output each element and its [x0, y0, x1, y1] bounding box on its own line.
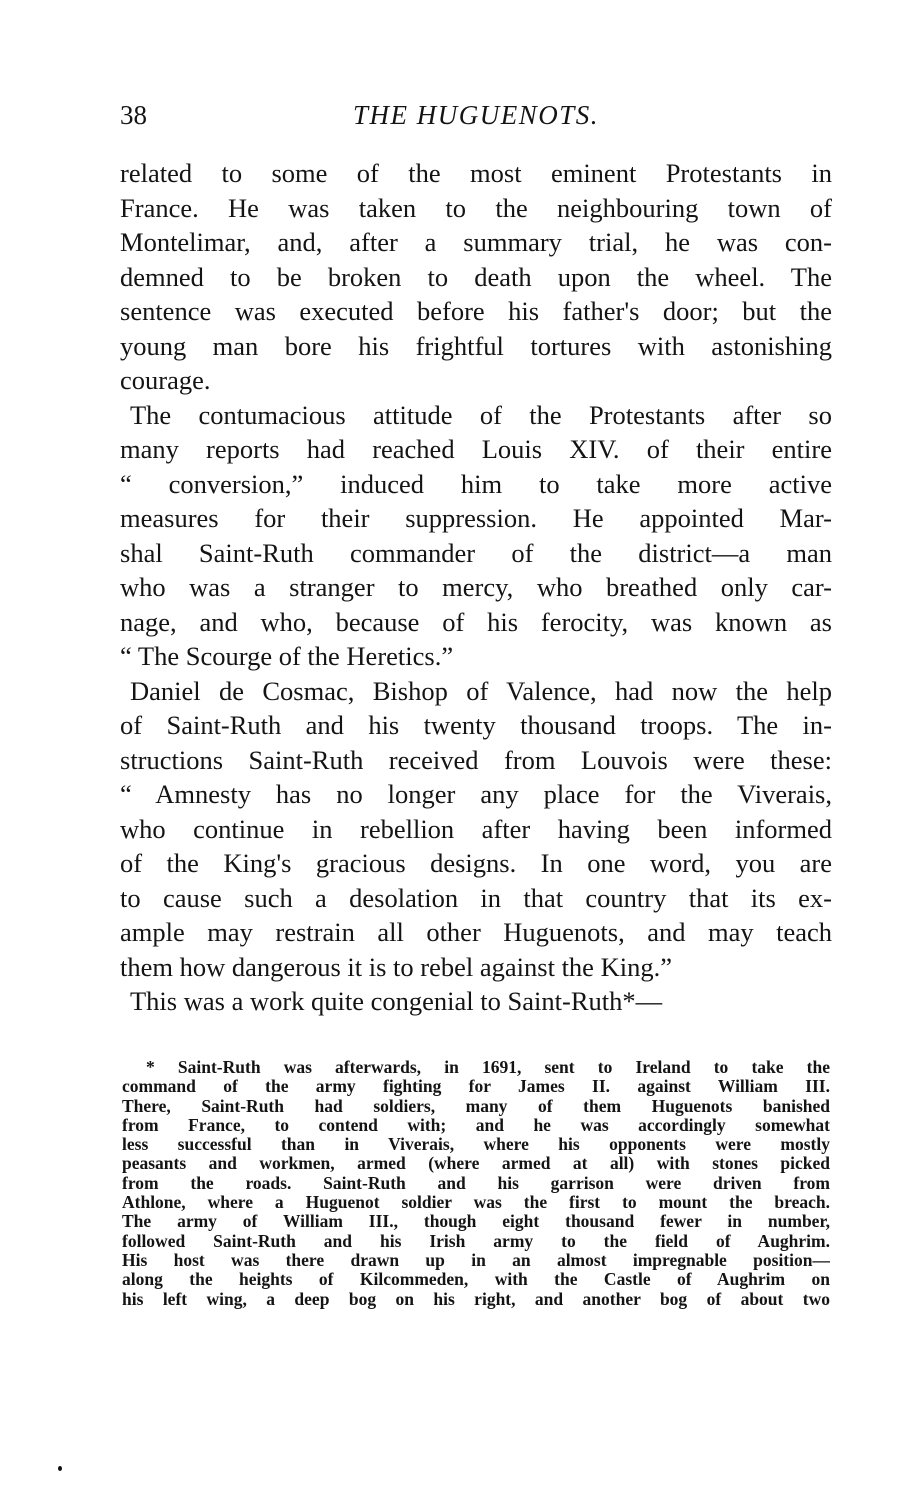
- body-line: Montelimar, and, after a summary trial, he was con-: [120, 227, 832, 257]
- body-line: France. He was taken to the neighbouring town of: [120, 192, 832, 223]
- body-line: who was a stranger to mercy, who breathed only car-: [120, 572, 832, 602]
- body-line: ample may restrain all other Huguenots, and may teach: [120, 917, 832, 947]
- footnote-line: from France, to contend with; and he was accordingly somewhat: [122, 1115, 830, 1135]
- footnote-line: His host was there drawn up in an almost impregnable position—: [122, 1250, 830, 1270]
- page-number: 38: [120, 100, 147, 130]
- footnote-line: less successful than in Viverais, where his opponents were mostly: [122, 1135, 830, 1155]
- footnote-line: his left wing, a deep bog on his right, and another bog of about two: [122, 1289, 830, 1309]
- ink-speck: [58, 1466, 62, 1471]
- footnote-line: There, Saint-Ruth had soldiers, many of them Huguenots banished: [122, 1096, 830, 1116]
- paragraph-start-line: This was a work quite congenial to Saint-Ruth*—: [130, 986, 663, 1016]
- body-line: measures for their suppression. He appointed Mar-: [120, 503, 832, 533]
- footnote: [122, 1058, 830, 1309]
- paragraph-start-line: The contumacious attitude of the Protestants after so: [130, 399, 832, 430]
- body-line: them how dangerous it is to rebel against the King.”: [120, 951, 672, 982]
- body-line: of Saint-Ruth and his twenty thousand troops. The in-: [120, 710, 832, 740]
- body-line: to cause such a desolation in that country that its ex-: [120, 882, 832, 913]
- body-text: [120, 156, 832, 1019]
- body-line: many reports had reached Louis XIV. of their entire: [120, 434, 832, 464]
- body-line: “ The Scourge of the Heretics.”: [120, 641, 454, 671]
- body-line: sentence was executed before his father's door; but the: [120, 296, 832, 326]
- body-line: structions Saint-Ruth received from Louvois were these:: [120, 744, 832, 775]
- body-line: related to some of the most eminent Protestants in: [120, 158, 832, 188]
- body-line: shal Saint-Ruth commander of the district—a man: [120, 537, 832, 568]
- footnote-line: * Saint-Ruth was afterwards, in 1691, sent to Ireland to take the: [146, 1058, 830, 1077]
- body-line: courage.: [120, 365, 211, 395]
- body-line: demned to be broken to death upon the wheel. The: [120, 261, 832, 292]
- footnote-line: peasants and workmen, armed (where armed at all) with stones picked: [122, 1154, 830, 1174]
- footnote-line: command of the army fighting for James II. against William III.: [122, 1077, 830, 1097]
- body-line: of the King's gracious designs. In one word, you are: [120, 848, 832, 878]
- footnote-line: from the roads. Saint-Ruth and his garrison were driven from: [122, 1173, 830, 1193]
- footnote-line: Athlone, where a Huguenot soldier was the first to mount the breach.: [122, 1193, 830, 1213]
- footnote-line: followed Saint-Ruth and his Irish army to the field of Aughrim.: [122, 1231, 830, 1251]
- body-line: nage, and who, because of his ferocity, was known as: [120, 606, 832, 637]
- body-line: who continue in rebellion after having been informed: [120, 813, 832, 844]
- paragraph-start-line: Daniel de Cosmac, Bishop of Valence, had now the help: [130, 675, 832, 706]
- footnote-line: along the heights of Kilcommeden, with the Castle of Aughrim on: [122, 1270, 830, 1290]
- body-line: “ conversion,” induced him to take more active: [120, 468, 832, 499]
- footnote-line: The army of William III., though eight thousand fewer in number,: [122, 1212, 830, 1232]
- page-header: [120, 100, 832, 140]
- body-line: young man bore his frightful tortures with astonishing: [120, 330, 832, 361]
- running-title: THE HUGUENOTS.: [352, 100, 600, 130]
- body-line: “ Amnesty has no longer any place for the Viverais,: [120, 779, 832, 809]
